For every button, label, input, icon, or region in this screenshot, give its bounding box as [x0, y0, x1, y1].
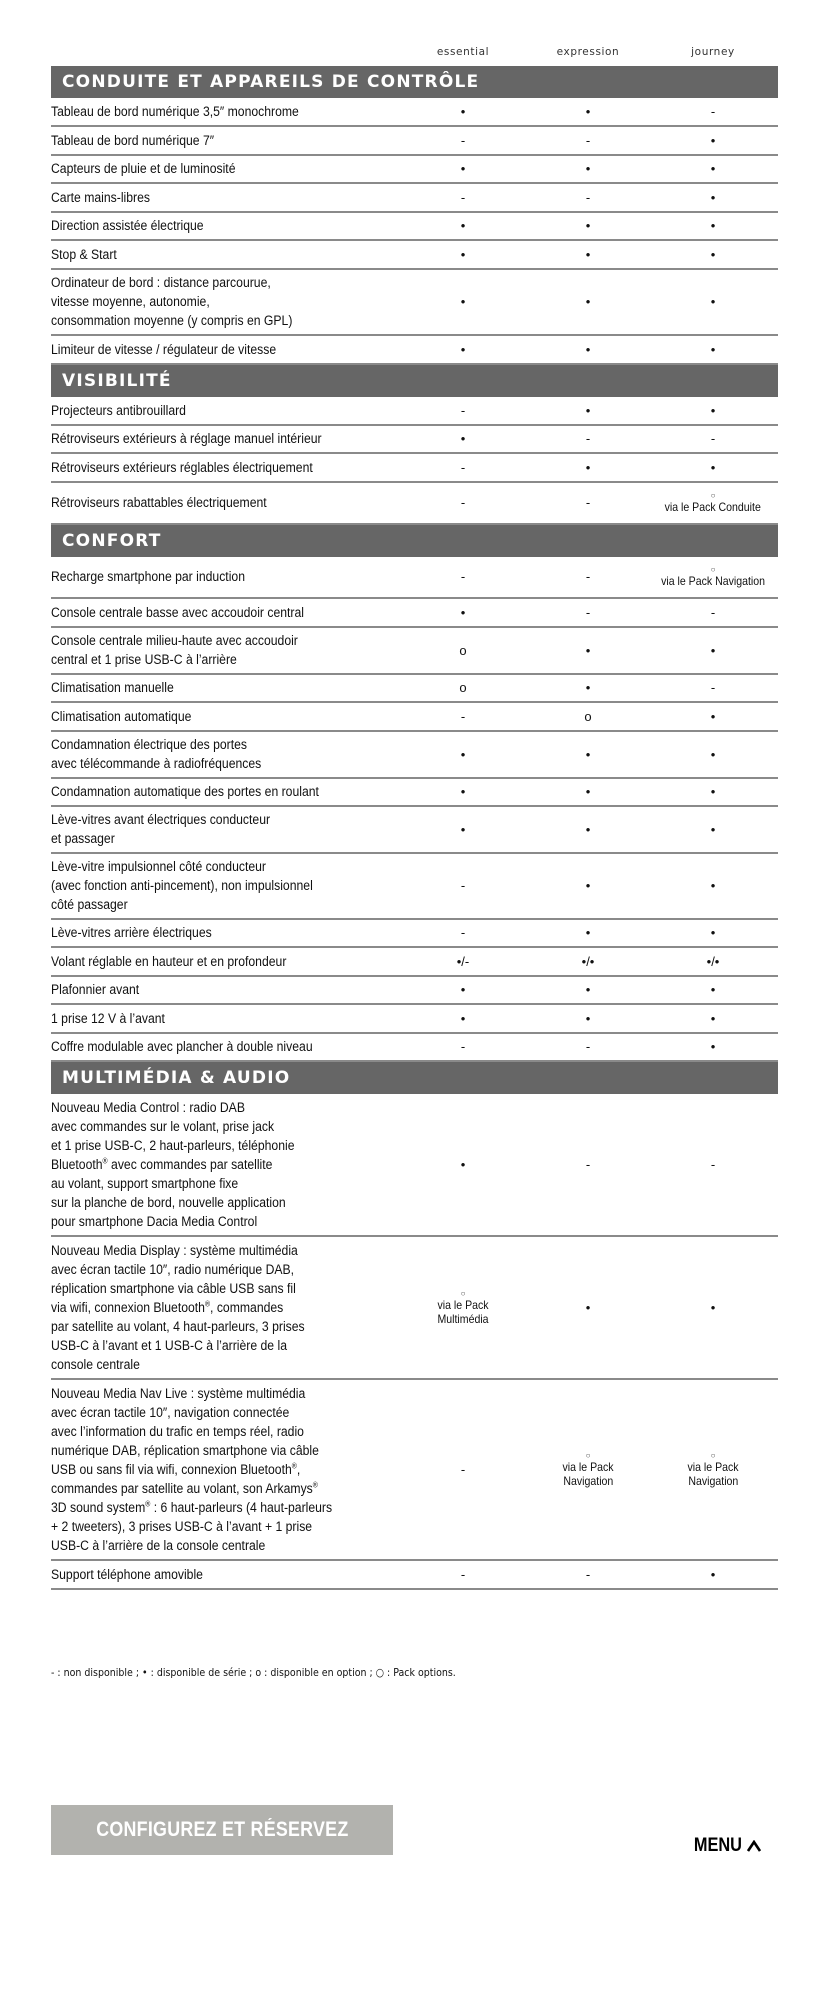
- table-row: [51, 336, 778, 365]
- feature-label: Condamnation électrique des portes avec télécommande à radiofréquences: [51, 737, 262, 772]
- standard-mark: •: [710, 784, 716, 799]
- cell-journey: [648, 1561, 778, 1588]
- cell-expression: [523, 807, 653, 852]
- configure-button-label: CONFIGUREZ ET RÉSERVEZ: [95, 1818, 349, 1841]
- cell-journey: [648, 948, 778, 975]
- pack-label: via le Pack: [687, 1459, 739, 1474]
- cell-essential: [398, 732, 528, 777]
- feature-label: Carte mains-libres: [51, 189, 150, 206]
- configure-and-reserve-button[interactable]: [51, 1805, 393, 1855]
- cell-expression: [523, 241, 653, 268]
- not-available-mark: -: [460, 402, 466, 418]
- cell-essential: [398, 213, 528, 239]
- feature-label: Projecteurs antibrouillard: [51, 402, 186, 419]
- standard-mark: •: [585, 294, 591, 309]
- standard-mark: •: [710, 132, 716, 148]
- cell-expression: [523, 1237, 653, 1378]
- cell-journey: [648, 807, 778, 852]
- standard-mark: •: [710, 642, 716, 658]
- feature-label: Rétroviseurs rabattables électriquement: [51, 495, 267, 511]
- standard-mark: •: [585, 642, 591, 658]
- standard-mark: •: [460, 982, 466, 997]
- standard-mark: •: [460, 604, 466, 620]
- chevron-up-icon: [747, 1840, 761, 1852]
- standard-mark: •: [585, 925, 591, 940]
- table-row: [51, 948, 778, 977]
- cell-essential: [398, 854, 528, 918]
- cell-expression: [523, 270, 653, 334]
- cell-expression: [523, 336, 653, 363]
- not-available-mark: -: [585, 604, 591, 620]
- not-available-mark: -: [710, 1156, 716, 1172]
- standard-mark: •: [710, 161, 716, 176]
- feature-label: Tableau de bord numérique 7″: [51, 132, 215, 149]
- not-available-mark: -: [710, 103, 716, 119]
- cell-essential: [398, 1561, 528, 1588]
- cell-journey: [648, 599, 778, 626]
- cell-expression: [523, 920, 653, 946]
- table-row: [51, 675, 778, 703]
- standard-mark: •: [585, 680, 591, 695]
- feature-label: Rétroviseurs extérieurs à réglage manuel intérieur: [51, 431, 322, 447]
- table-row: [51, 920, 778, 948]
- cell-essential: [398, 703, 528, 730]
- section-header-visibilite: VISIBILITÉ: [51, 365, 778, 397]
- pack-option-icon: ○: [460, 1288, 466, 1298]
- pack-label: via le Pack Conduite: [664, 500, 762, 514]
- cell-expression: [523, 675, 653, 701]
- feature-label: Climatisation manuelle: [51, 680, 174, 696]
- cell-journey: [648, 397, 778, 424]
- table-row: [51, 1094, 778, 1237]
- cell-expression: [523, 98, 653, 125]
- not-available-mark: -: [460, 495, 466, 510]
- cell-essential: [398, 184, 528, 211]
- feature-label: Console centrale basse avec accoudoir central: [51, 604, 304, 621]
- not-available-mark: -: [460, 1566, 466, 1582]
- cell-essential: [398, 807, 528, 852]
- cell-expression: [523, 599, 653, 626]
- table-row: [51, 98, 778, 127]
- table-row: [51, 703, 778, 732]
- not-available-mark: -: [460, 708, 466, 724]
- feature-label: Nouveau Media Display : système multimédia avec écran tactile 10″, radio numérique DAB, réplication smartphone via câble USB sans fil via wifi, connexion Bluetooth®, commandes par satellite au volant, 4 haut-parleurs, 3 prises USB-C à l’avant et 1 USB-C à l’arrière de la console centrale: [51, 1242, 305, 1373]
- standard-mark: •: [460, 161, 466, 176]
- table-row: [51, 454, 778, 483]
- pack-option-icon: ○: [710, 565, 716, 574]
- cell-essential: [398, 156, 528, 182]
- standard-mark: •: [710, 402, 716, 418]
- cell-journey: [648, 270, 778, 334]
- standard-mark: •: [585, 821, 591, 837]
- not-available-mark: -: [710, 431, 716, 446]
- standard-mark: •: [710, 218, 716, 233]
- not-available-mark: -: [460, 569, 466, 584]
- not-available-mark: -: [460, 459, 466, 475]
- standard-mark: •: [460, 784, 466, 799]
- table-row: [51, 184, 778, 213]
- standard-mark: •: [585, 878, 591, 893]
- standard-mark: •: [710, 246, 716, 262]
- standard-mark: •: [710, 1010, 716, 1026]
- table-row: [51, 1034, 778, 1062]
- pack-label: via le Pack: [437, 1297, 489, 1312]
- section-header-multimedia-audio: MULTIMÉDIA & AUDIO: [51, 1062, 778, 1094]
- feature-label: Lève-vitre impulsionnel côté conducteur (avec fonction anti-pincement), non impulsionnel côté passager: [51, 859, 313, 913]
- option-mark: o: [459, 642, 467, 658]
- pack-option-icon: ○: [710, 491, 716, 500]
- standard-mark: •: [460, 218, 466, 233]
- pack-label: Multimédia: [437, 1311, 489, 1326]
- not-available-mark: -: [460, 925, 466, 940]
- standard-mark: •: [710, 746, 716, 762]
- cell-expression: [523, 1034, 653, 1060]
- cell-expression: [523, 1094, 653, 1235]
- not-available-mark: -: [585, 569, 591, 584]
- cell-expression: [523, 628, 653, 673]
- cell-expression: [523, 397, 653, 424]
- cell-expression: [523, 1380, 653, 1559]
- not-available-mark: -: [585, 1156, 591, 1172]
- standard-mark: •: [460, 341, 466, 357]
- standard-mark: •: [710, 294, 716, 309]
- cell-essential: [398, 270, 528, 334]
- feature-label: Stop & Start: [51, 246, 117, 263]
- not-available-mark: -: [585, 189, 591, 205]
- standard-mark: •: [460, 294, 466, 309]
- not-available-mark: -: [710, 680, 716, 695]
- table-row: [51, 807, 778, 854]
- standard-mark: •/-: [456, 953, 470, 969]
- table-row: [51, 1561, 778, 1590]
- standard-mark: •: [460, 246, 466, 262]
- table-row: [51, 854, 778, 920]
- column-header-essential: essential: [436, 46, 490, 58]
- cell-journey: [648, 977, 778, 1003]
- cell-essential: [398, 977, 528, 1003]
- not-available-mark: -: [460, 132, 466, 148]
- standard-mark: •: [585, 1299, 591, 1315]
- feature-label: Tableau de bord numérique 3,5″ monochrome: [51, 103, 299, 120]
- cell-essential: [398, 1034, 528, 1060]
- equipment-table: [51, 66, 778, 1590]
- standard-mark: •/•: [706, 953, 720, 969]
- table-row: [51, 1005, 778, 1034]
- standard-mark: •: [460, 746, 466, 762]
- cell-journey: [648, 213, 778, 239]
- cell-essential: [398, 599, 528, 626]
- standard-mark: •: [710, 821, 716, 837]
- feature-label: Recharge smartphone par induction: [51, 569, 245, 585]
- standard-mark: •: [585, 246, 591, 262]
- menu-toggle[interactable]: [686, 1835, 761, 1857]
- menu-label: MENU: [693, 1835, 742, 1856]
- cell-expression: [523, 184, 653, 211]
- cell-essential: [398, 336, 528, 363]
- table-row: [51, 557, 778, 599]
- table-row: [51, 397, 778, 426]
- feature-label: Nouveau Media Nav Live : système multimédia avec écran tactile 10″, navigation connectée avec l’information du trafic en temps réel, radio numérique DAB, réplication smartphone via câble USB ou sans fil via wifi, connexion Bluetooth®, commandes par satellite au volant, son Arkamys® 3D sound system® : 6 haut-parleurs (4 haut-parleurs + 2 tweeters), 3 prises USB-C à l’avant + 1 prise USB-C à l’arrière de la console centrale: [51, 1385, 333, 1554]
- not-available-mark: -: [585, 1039, 591, 1054]
- standard-mark: •: [460, 1156, 466, 1172]
- feature-label: Support téléphone amovible: [51, 1566, 203, 1583]
- table-row: [51, 483, 778, 525]
- legend-footnote: - : non disponible ; • : disponible de série ; o : disponible en option ; ○ : Pack options.: [51, 1666, 456, 1679]
- cell-essential: [398, 557, 528, 597]
- cell-expression: [523, 454, 653, 481]
- cell-expression: [523, 213, 653, 239]
- feature-label: Console centrale milieu-haute avec accoudoir central et 1 prise USB-C à l’arrière: [51, 633, 298, 668]
- standard-mark: •: [710, 708, 716, 724]
- cell-journey: [648, 628, 778, 673]
- table-row: [51, 213, 778, 241]
- standard-mark: •: [710, 1299, 716, 1315]
- feature-label: Rétroviseurs extérieurs réglables électriquement: [51, 459, 313, 476]
- cell-journey: [648, 675, 778, 701]
- standard-mark: •: [710, 878, 716, 893]
- table-row: [51, 156, 778, 184]
- not-available-mark: -: [585, 1566, 591, 1582]
- pack-label: via le Pack Navigation: [661, 574, 765, 588]
- cell-expression: [523, 732, 653, 777]
- standard-mark: •: [585, 1010, 591, 1026]
- standard-mark: •: [710, 1566, 716, 1582]
- feature-label: Lève-vitres arrière électriques: [51, 925, 212, 941]
- cell-essential: [398, 920, 528, 946]
- standard-mark: •: [585, 784, 591, 799]
- feature-label: Direction assistée électrique: [51, 218, 204, 234]
- cell-essential: [398, 454, 528, 481]
- cell-essential: [398, 675, 528, 701]
- cell-expression: [523, 1005, 653, 1032]
- standard-mark: •: [710, 925, 716, 940]
- table-row: [51, 426, 778, 454]
- section-header-conduite-et-appareils-de-controle: CONDUITE ET APPAREILS DE CONTRÔLE: [51, 66, 778, 98]
- cell-expression: [523, 156, 653, 182]
- standard-mark: •: [585, 341, 591, 357]
- cell-journey: [648, 1380, 778, 1559]
- option-mark: o: [584, 708, 592, 724]
- cell-expression: [523, 854, 653, 918]
- cell-journey: [648, 483, 778, 523]
- standard-mark: •: [460, 103, 466, 119]
- standard-mark: •: [585, 218, 591, 233]
- column-header-expression: expression: [556, 46, 620, 58]
- column-headers: [0, 46, 822, 64]
- cell-journey: [648, 156, 778, 182]
- cell-journey: [648, 854, 778, 918]
- feature-label: Volant réglable en hauteur et en profondeur: [51, 953, 287, 970]
- pack-option-icon: ○: [585, 1450, 591, 1460]
- standard-mark: •/•: [581, 953, 595, 969]
- cell-essential: [398, 779, 528, 805]
- pack-label: Navigation: [563, 1473, 613, 1488]
- feature-label: Lève-vitres avant électriques conducteur et passager: [51, 812, 271, 847]
- cell-journey: [648, 426, 778, 452]
- table-row: [51, 270, 778, 336]
- pack-label: Navigation: [688, 1473, 738, 1488]
- cell-essential: [398, 1094, 528, 1235]
- table-row: [51, 127, 778, 156]
- cell-essential: [398, 241, 528, 268]
- cell-essential: [398, 397, 528, 424]
- cell-essential: [398, 1005, 528, 1032]
- feature-label: Condamnation automatique des portes en roulant: [51, 784, 319, 800]
- standard-mark: •: [585, 982, 591, 997]
- feature-label: Limiteur de vitesse / régulateur de vitesse: [51, 341, 277, 358]
- cell-expression: [523, 703, 653, 730]
- cell-journey: [648, 779, 778, 805]
- cell-essential: [398, 98, 528, 125]
- cell-journey: [648, 1005, 778, 1032]
- standard-mark: •: [585, 103, 591, 119]
- option-mark: o: [459, 680, 467, 695]
- table-row: [51, 732, 778, 779]
- table-row: [51, 1380, 778, 1561]
- cell-journey: [648, 184, 778, 211]
- standard-mark: •: [710, 982, 716, 997]
- feature-label: Nouveau Media Control : radio DAB avec commandes sur le volant, prise jack et 1 prise USB-C, 2 haut-parleurs, téléphonie Bluetooth® avec commandes par satellite au volant, support smartphone fixe sur la planche de bord, nouvelle application pour smartphone Dacia Media Control: [51, 1099, 295, 1230]
- cell-expression: [523, 779, 653, 805]
- column-header-journey: journey: [691, 46, 735, 58]
- cell-journey: [648, 557, 778, 597]
- feature-label: Coffre modulable avec plancher à double niveau: [51, 1039, 313, 1055]
- pack-option-icon: ○: [710, 1450, 716, 1460]
- cell-journey: [648, 1034, 778, 1060]
- section-header-confort: CONFORT: [51, 525, 778, 557]
- cell-journey: [648, 1094, 778, 1235]
- cell-expression: [523, 948, 653, 975]
- cell-journey: [648, 98, 778, 125]
- standard-mark: •: [710, 341, 716, 357]
- cell-journey: [648, 127, 778, 154]
- not-available-mark: -: [460, 878, 466, 893]
- standard-mark: •: [460, 1010, 466, 1026]
- standard-mark: •: [585, 161, 591, 176]
- feature-label: Capteurs de pluie et de luminosité: [51, 161, 236, 177]
- not-available-mark: -: [585, 132, 591, 148]
- not-available-mark: -: [460, 189, 466, 205]
- cell-expression: [523, 1561, 653, 1588]
- cell-journey: [648, 454, 778, 481]
- cell-journey: [648, 732, 778, 777]
- table-row: [51, 241, 778, 270]
- cell-journey: [648, 703, 778, 730]
- standard-mark: •: [710, 189, 716, 205]
- table-row: [51, 628, 778, 675]
- not-available-mark: -: [585, 495, 591, 510]
- standard-mark: •: [710, 459, 716, 475]
- cell-expression: [523, 977, 653, 1003]
- cell-essential: [398, 1380, 528, 1559]
- feature-label: 1 prise 12 V à l’avant: [51, 1010, 165, 1027]
- standard-mark: •: [585, 402, 591, 418]
- not-available-mark: -: [460, 1461, 466, 1477]
- table-row: [51, 977, 778, 1005]
- cell-journey: [648, 1237, 778, 1378]
- cell-expression: [523, 557, 653, 597]
- cell-essential: [398, 426, 528, 452]
- pack-label: via le Pack: [562, 1459, 614, 1474]
- table-row: [51, 599, 778, 628]
- feature-label: Ordinateur de bord : distance parcourue, vitesse moyenne, autonomie, consommation moyenne (y compris en GPL): [51, 275, 293, 329]
- cell-essential: [398, 628, 528, 673]
- cell-expression: [523, 127, 653, 154]
- cell-essential: [398, 483, 528, 523]
- cell-expression: [523, 426, 653, 452]
- standard-mark: •: [710, 1039, 716, 1054]
- standard-mark: •: [460, 431, 466, 446]
- feature-label: Plafonnier avant: [51, 982, 140, 998]
- not-available-mark: -: [710, 604, 716, 620]
- cell-journey: [648, 920, 778, 946]
- cell-expression: [523, 483, 653, 523]
- table-row: [51, 1237, 778, 1380]
- cell-journey: [648, 241, 778, 268]
- feature-label: Climatisation automatique: [51, 708, 192, 725]
- not-available-mark: -: [585, 431, 591, 446]
- cell-journey: [648, 336, 778, 363]
- cell-essential: [398, 948, 528, 975]
- standard-mark: •: [460, 821, 466, 837]
- cell-essential: [398, 127, 528, 154]
- not-available-mark: -: [460, 1039, 466, 1054]
- table-row: [51, 779, 778, 807]
- standard-mark: •: [585, 746, 591, 762]
- standard-mark: •: [585, 459, 591, 475]
- cell-essential: [398, 1237, 528, 1378]
